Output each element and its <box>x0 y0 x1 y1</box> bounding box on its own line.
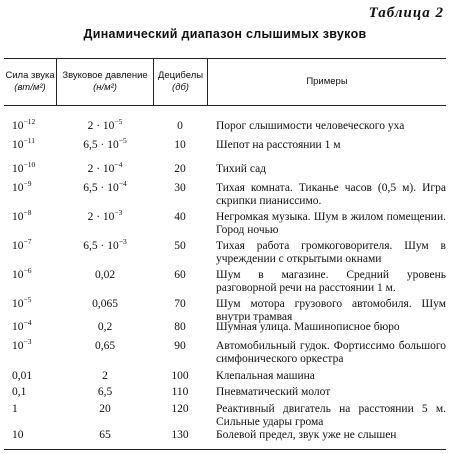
intensity-value: 1 <box>12 403 18 415</box>
intensity-value: 10 <box>12 429 24 441</box>
decibel-cell <box>154 163 206 176</box>
pressure-exponent: −4 <box>114 160 123 169</box>
intensity-value: 0,1 <box>12 386 27 398</box>
decibel-value: 70 <box>174 298 186 310</box>
example-cell <box>216 386 446 399</box>
decibel-value: 110 <box>171 386 189 398</box>
decibel-value: 80 <box>174 321 186 333</box>
intensity-value: 10 <box>12 321 24 333</box>
decibel-value: 50 <box>174 240 186 252</box>
header-decibels-unit: (дб) <box>172 82 189 93</box>
pressure-exponent: −5 <box>118 136 127 145</box>
pressure-cell <box>57 269 153 282</box>
intensity-cell <box>4 136 56 152</box>
pressure-exponent: −4 <box>118 179 127 188</box>
intensity-cell <box>4 117 56 133</box>
example-text: Шепот на расстоянии 1 м <box>216 139 341 151</box>
example-cell <box>216 120 446 133</box>
pressure-cell <box>57 136 153 152</box>
example-text: Шумная улица. Машинописное бюро <box>216 321 400 333</box>
decibel-cell <box>154 403 206 416</box>
decibel-value: 20 <box>174 163 186 175</box>
intensity-cell <box>4 403 56 416</box>
header-pressure <box>57 60 153 104</box>
intensity-cell <box>4 266 56 282</box>
pressure-value: 0,2 <box>97 321 113 333</box>
example-text: Порог слышимости человеческого уха <box>216 120 405 132</box>
pressure-value: 6,5 · 10 <box>83 182 119 194</box>
example-cell <box>216 139 446 152</box>
decibel-cell <box>154 240 206 253</box>
example-text: Тихая работа громкоговорителя. Шум в учреждении с открытыми окнами <box>216 240 446 265</box>
example-text: Шум в магазине. Средний уровень разговорной речи на расстоянии 1 м. <box>216 269 446 294</box>
intensity-cell <box>4 208 56 224</box>
example-cell <box>216 240 446 266</box>
pressure-cell <box>57 179 153 195</box>
pressure-cell <box>57 386 153 399</box>
table-label: Таблица 2 <box>368 5 444 21</box>
decibel-value: 10 <box>174 139 186 151</box>
pressure-value: 6,5 <box>97 386 113 398</box>
header-decibels <box>154 60 207 104</box>
example-cell <box>216 321 446 334</box>
decibel-cell <box>154 340 206 353</box>
pressure-value: 2 · 10 <box>87 120 115 132</box>
header-decibels-label: Децибелы <box>157 70 204 81</box>
decibel-cell <box>154 429 206 442</box>
intensity-value: 10 <box>12 269 24 281</box>
pressure-value: 6,5 · 10 <box>83 240 119 252</box>
decibel-value: 120 <box>171 403 189 415</box>
decibel-value: 130 <box>171 429 189 441</box>
header-examples <box>208 60 446 104</box>
pressure-value: 0,02 <box>94 269 116 281</box>
header-pressure-unit: (н/м²) <box>93 82 117 93</box>
intensity-cell <box>4 160 56 176</box>
decibel-cell <box>154 298 206 311</box>
decibel-value: 40 <box>174 211 186 223</box>
header-pressure-label: Звуковое давление <box>62 70 148 81</box>
intensity-value: 10 <box>12 120 24 132</box>
example-text: Автомобильный гудок. Фортиссимо большого симфонического оркестра <box>216 340 446 365</box>
intensity-exponent: −3 <box>23 337 32 346</box>
example-text: Болевой предел, звук уже не слышен <box>216 429 397 441</box>
decibel-cell <box>154 139 206 152</box>
example-text: Тихий сад <box>216 163 267 175</box>
pressure-cell <box>57 403 153 416</box>
header-bottom-rule <box>4 105 446 106</box>
example-cell <box>216 370 446 383</box>
decibel-value: 0 <box>177 120 183 132</box>
pressure-cell <box>57 340 153 353</box>
pressure-exponent: −3 <box>118 237 127 246</box>
table-bottom-rule <box>4 449 446 450</box>
pressure-cell <box>57 298 153 311</box>
example-cell <box>216 340 446 366</box>
table-title: Динамический диапазон слышимых звуков <box>83 27 367 41</box>
intensity-cell <box>4 370 56 383</box>
example-cell <box>216 269 446 295</box>
intensity-cell <box>4 318 56 334</box>
example-cell <box>216 182 446 208</box>
pressure-exponent: −5 <box>114 117 123 126</box>
intensity-value: 10 <box>12 240 24 252</box>
pressure-value: 0,065 <box>92 298 118 310</box>
decibel-cell <box>154 211 206 224</box>
intensity-exponent: −12 <box>23 117 36 126</box>
example-cell <box>216 163 446 176</box>
intensity-exponent: −5 <box>23 295 32 304</box>
intensity-exponent: −9 <box>23 179 32 188</box>
pressure-value: 20 <box>99 403 111 415</box>
intensity-exponent: −7 <box>23 237 32 246</box>
example-text: Тихая комната. Тиканье часов (0,5 м). Игра скрипки пианиссимо. <box>216 182 446 207</box>
decibel-cell <box>154 269 206 282</box>
decibel-cell <box>154 321 206 334</box>
pressure-cell <box>57 208 153 224</box>
intensity-cell <box>4 337 56 353</box>
intensity-exponent: −4 <box>23 318 32 327</box>
intensity-exponent: −8 <box>23 208 32 217</box>
pressure-value: 0,65 <box>94 340 116 352</box>
decibel-value: 100 <box>171 370 189 382</box>
pressure-value: 65 <box>99 429 111 441</box>
intensity-value: 10 <box>12 298 24 310</box>
pressure-value: 2 · 10 <box>87 211 115 223</box>
example-text: Клепальная машина <box>216 370 315 382</box>
intensity-value: 10 <box>12 139 24 151</box>
intensity-value: 10 <box>12 182 24 194</box>
decibel-value: 60 <box>174 269 186 281</box>
example-cell <box>216 429 446 442</box>
intensity-exponent: −10 <box>23 160 36 169</box>
pressure-value: 2 <box>102 370 108 382</box>
header-intensity-label: Сила звука <box>5 70 55 81</box>
pressure-cell <box>57 117 153 133</box>
pressure-cell <box>57 370 153 383</box>
header-top-rule <box>4 58 446 59</box>
intensity-cell <box>4 295 56 311</box>
decibel-value: 30 <box>174 182 186 194</box>
intensity-cell <box>4 237 56 253</box>
example-text: Шум мотора грузового автомобиля. Шум внутри трамвая <box>216 298 446 323</box>
example-cell <box>216 211 446 237</box>
example-text: Негромкая музыка. Шум в жилом помещении. Город ночью <box>216 211 446 236</box>
example-text: Реактивный двигатель на расстоянии 5 м. Сильные удары грома <box>216 403 446 428</box>
intensity-exponent: −11 <box>23 136 35 145</box>
pressure-value: 6,5 · 10 <box>83 139 119 151</box>
intensity-cell <box>4 386 56 399</box>
decibel-cell <box>154 386 206 399</box>
decibel-cell <box>154 370 206 383</box>
header-examples-label: Примеры <box>306 76 348 87</box>
decibel-cell <box>154 120 206 133</box>
pressure-exponent: −3 <box>114 208 123 217</box>
header-intensity <box>4 60 56 104</box>
intensity-exponent: −6 <box>23 266 32 275</box>
pressure-cell <box>57 429 153 442</box>
intensity-value: 10 <box>12 163 24 175</box>
example-cell <box>216 403 446 429</box>
pressure-cell <box>57 160 153 176</box>
header-intensity-unit: (вт/м²) <box>14 82 46 93</box>
intensity-value: 10 <box>12 340 24 352</box>
intensity-cell <box>4 429 56 442</box>
intensity-value: 0,01 <box>12 370 33 382</box>
pressure-cell <box>57 237 153 253</box>
intensity-cell <box>4 179 56 195</box>
decibel-cell <box>154 182 206 195</box>
decibel-value: 90 <box>174 340 186 352</box>
example-text: Пневматический молот <box>216 386 331 398</box>
pressure-cell <box>57 321 153 334</box>
intensity-value: 10 <box>12 211 24 223</box>
pressure-value: 2 · 10 <box>87 163 115 175</box>
